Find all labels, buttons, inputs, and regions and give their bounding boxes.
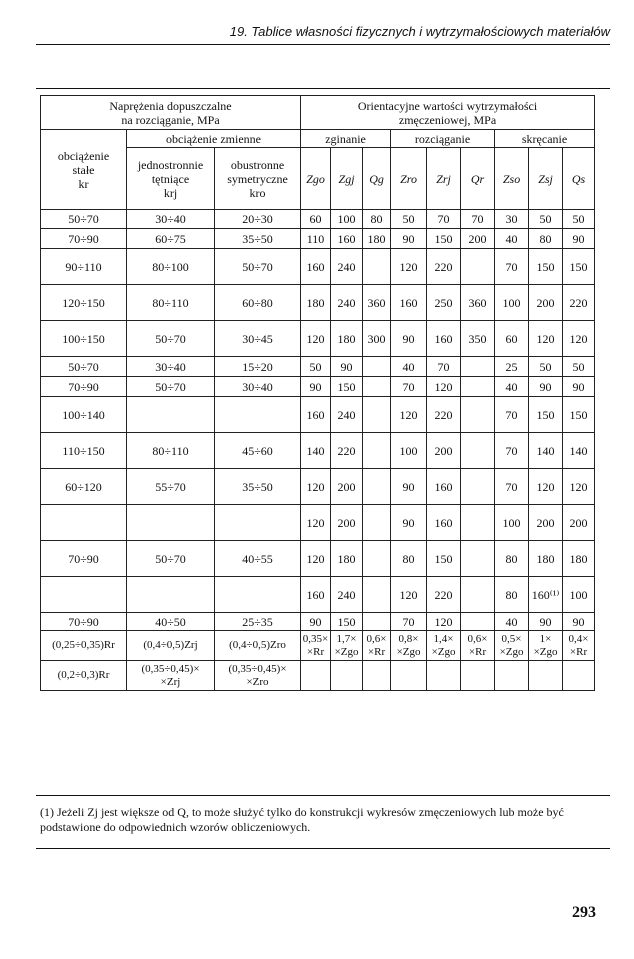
table-cell: 50: [529, 210, 563, 229]
table-cell: [215, 397, 301, 433]
table-cell: [363, 613, 391, 631]
table-cell: 300: [363, 321, 391, 357]
table-cell: 70: [427, 210, 461, 229]
table-cell: 180: [363, 229, 391, 249]
table-cell: 120: [427, 377, 461, 397]
table-cell: 80÷100: [127, 249, 215, 285]
table-cell: 35÷50: [215, 469, 301, 505]
table-cell: 240: [331, 577, 363, 613]
footnote-rule: [36, 795, 610, 796]
table-cell: 100: [331, 210, 363, 229]
table-cell: [41, 577, 127, 613]
table-cell: 90: [563, 229, 595, 249]
table-cell: [461, 433, 495, 469]
table-cell: 220: [563, 285, 595, 321]
formula-cell: [427, 661, 461, 691]
table-cell: [363, 577, 391, 613]
col-header-qg: Qg: [363, 148, 391, 210]
table-cell: 70÷90: [41, 229, 127, 249]
table-cell: [215, 577, 301, 613]
fatigue-strength-table: [40, 95, 594, 691]
table-row: [41, 613, 595, 631]
table-cell: 350: [461, 321, 495, 357]
table-cell: 50: [391, 210, 427, 229]
table-cell: 120: [301, 505, 331, 541]
table-cell: 140: [529, 433, 563, 469]
table-cell: 160: [301, 249, 331, 285]
page-number: 293: [572, 904, 596, 921]
table-cell: 120÷150: [41, 285, 127, 321]
formula-cell: 0,6× ×Rr: [363, 631, 391, 661]
table-cell: [363, 469, 391, 505]
formula-cell: 1,7× ×Zgo: [331, 631, 363, 661]
table-cell: [127, 505, 215, 541]
formula-cell: 0,4× ×Rr: [563, 631, 595, 661]
table-cell: 200: [427, 433, 461, 469]
table-cell: 90: [391, 229, 427, 249]
col-header-zsj: Zsj: [529, 148, 563, 210]
table-cell: [363, 249, 391, 285]
table-cell: 160: [427, 469, 461, 505]
table-cell: 200: [529, 505, 563, 541]
table-cell: 160: [391, 285, 427, 321]
subheader-bending: zginanie: [301, 130, 391, 148]
table-cell: 50÷70: [41, 210, 127, 229]
table-cell: 20÷30: [215, 210, 301, 229]
table-cell: 90: [529, 377, 563, 397]
table-row: [41, 249, 595, 285]
table-cell: 200: [331, 505, 363, 541]
col-header-zgj: Zgj: [331, 148, 363, 210]
table-cell: 40: [495, 613, 529, 631]
table-cell: 70: [495, 433, 529, 469]
running-header: 19. Tablice własności fizycznych i wytrzymałościowych materiałów: [229, 24, 610, 39]
table-cell: [461, 541, 495, 577]
table-cell: [363, 377, 391, 397]
formula-cell: 0,8× ×Zgo: [391, 631, 427, 661]
table-cell: 120: [563, 321, 595, 357]
table-cell: 80÷110: [127, 285, 215, 321]
formula-cell: (0,35÷0,45)× ×Zro: [215, 661, 301, 691]
table-cell: 240: [331, 249, 363, 285]
table-cell: 90: [529, 613, 563, 631]
table-row: [41, 229, 595, 249]
table-row: [41, 541, 595, 577]
table-cell: 50÷70: [41, 357, 127, 377]
table-cell: 30÷40: [127, 210, 215, 229]
table-cell: 40: [495, 229, 529, 249]
table-cell: 45÷60: [215, 433, 301, 469]
table-cell: 150: [529, 249, 563, 285]
table-cell: 140: [563, 433, 595, 469]
table-cell: [461, 249, 495, 285]
table-row: [41, 433, 595, 469]
table-cell: 90: [301, 377, 331, 397]
table-cell: [461, 613, 495, 631]
table-cell: 60÷120: [41, 469, 127, 505]
table-cell: 70: [391, 613, 427, 631]
table-cell: 200: [529, 285, 563, 321]
table-cell: 90: [391, 469, 427, 505]
table-cell: 160: [331, 229, 363, 249]
table-cell: 80: [391, 541, 427, 577]
table-row: [41, 397, 595, 433]
table-cell: 180: [331, 321, 363, 357]
formula-cell: [301, 661, 331, 691]
table-cell: 70÷90: [41, 377, 127, 397]
table-cell: 150: [427, 229, 461, 249]
table-cell: 160: [427, 321, 461, 357]
formula-cell: [495, 661, 529, 691]
table-cell: 50÷70: [127, 377, 215, 397]
footnote: (1) Jeżeli Zj jest większe od Q, to może służyć tylko do konstrukcji wykresów zmęczeniowych lub może być podstawione do odpowiednich wzorów obliczeniowych.: [40, 805, 564, 834]
table-cell: 120: [529, 321, 563, 357]
table-cell: 35÷50: [215, 229, 301, 249]
table-cell: 240: [331, 397, 363, 433]
formula-cell: (0,35÷0,45)× ×Zrj: [127, 661, 215, 691]
table-row: [41, 469, 595, 505]
table-cell: 15÷20: [215, 357, 301, 377]
table-cell: 60: [301, 210, 331, 229]
table-cell: 40÷55: [215, 541, 301, 577]
group-header-allowable-stress: Naprężenia dopuszczalne na rozciąganie, MPa: [41, 96, 301, 130]
table-cell: 160: [427, 505, 461, 541]
table-cell: 240: [331, 285, 363, 321]
group-header-fatigue-strength: Orientacyjne wartości wytrzymałości zmęczeniowej, MPa: [301, 96, 595, 130]
formula-row: [41, 631, 595, 661]
formula-row: [41, 661, 595, 691]
table-cell: 110: [301, 229, 331, 249]
table-cell: 150: [563, 249, 595, 285]
table-cell: 30÷45: [215, 321, 301, 357]
table-cell: 110÷150: [41, 433, 127, 469]
table-cell: 70÷90: [41, 613, 127, 631]
header-rule: [36, 44, 610, 45]
table-cell: 150: [529, 397, 563, 433]
formula-cell: [563, 661, 595, 691]
table-cell: 50÷70: [127, 321, 215, 357]
table-cell: 160: [301, 397, 331, 433]
table-cell: 40÷50: [127, 613, 215, 631]
table-cell: 120: [391, 249, 427, 285]
subheader-varying-load: obciążenie zmienne: [127, 130, 301, 148]
table-cell: 120: [391, 577, 427, 613]
table-cell: 180: [529, 541, 563, 577]
table-cell: 120: [563, 469, 595, 505]
table-cell: 160⁽¹⁾: [529, 577, 563, 613]
table-cell: 50: [563, 210, 595, 229]
table-cell: 150: [331, 377, 363, 397]
formula-cell: (0,4÷0,5)Zrj: [127, 631, 215, 661]
subheader-torsion: skręcanie: [495, 130, 595, 148]
formula-cell: 1× ×Zgo: [529, 631, 563, 661]
table-cell: 360: [461, 285, 495, 321]
table-cell: 70: [495, 469, 529, 505]
table-cell: 100: [563, 577, 595, 613]
table-cell: 50: [529, 357, 563, 377]
table-cell: [363, 397, 391, 433]
col-header-symmetric: obustronne symetryczne kro: [215, 148, 301, 210]
col-header-qr: Qr: [461, 148, 495, 210]
table-cell: 40: [495, 377, 529, 397]
table-row: [41, 210, 595, 229]
col-header-pulsating: jednostronnie tętniące krj: [127, 148, 215, 210]
table-cell: 120: [529, 469, 563, 505]
table-cell: [363, 541, 391, 577]
formula-cell: (0,2÷0,3)Rr: [41, 661, 127, 691]
table-cell: 25÷35: [215, 613, 301, 631]
table-cell: 150: [563, 397, 595, 433]
table-cell: 220: [427, 577, 461, 613]
table-cell: [363, 505, 391, 541]
table-cell: [127, 397, 215, 433]
table-cell: 30÷40: [127, 357, 215, 377]
table-cell: 90: [391, 321, 427, 357]
table-cell: 80: [529, 229, 563, 249]
table-top-rule: [36, 88, 610, 89]
table-cell: 250: [427, 285, 461, 321]
table-cell: 25: [495, 357, 529, 377]
table-cell: [461, 469, 495, 505]
table-cell: 200: [563, 505, 595, 541]
table-cell: 30÷40: [215, 377, 301, 397]
table-cell: 70: [427, 357, 461, 377]
table-cell: [363, 433, 391, 469]
table-cell: 80÷110: [127, 433, 215, 469]
table-cell: 60: [495, 321, 529, 357]
table-cell: [461, 577, 495, 613]
table-row: [41, 505, 595, 541]
table-cell: 180: [563, 541, 595, 577]
table-cell: 120: [391, 397, 427, 433]
table-cell: 90: [301, 613, 331, 631]
table-cell: [461, 505, 495, 541]
table-cell: [215, 505, 301, 541]
table-cell: 360: [363, 285, 391, 321]
table-cell: [363, 357, 391, 377]
table-cell: 55÷70: [127, 469, 215, 505]
formula-cell: [331, 661, 363, 691]
formula-cell: [391, 661, 427, 691]
table-cell: 40: [391, 357, 427, 377]
table-cell: 200: [331, 469, 363, 505]
table-cell: 120: [301, 321, 331, 357]
formula-cell: [529, 661, 563, 691]
subheader-tension: rozciąganie: [391, 130, 495, 148]
table-row: [41, 357, 595, 377]
table-cell: 150: [427, 541, 461, 577]
table-cell: 70: [461, 210, 495, 229]
table-cell: 180: [301, 285, 331, 321]
table-cell: 220: [427, 249, 461, 285]
table-row: [41, 285, 595, 321]
table-cell: [461, 397, 495, 433]
table-cell: [461, 357, 495, 377]
table-cell: 90: [391, 505, 427, 541]
col-header-zrj: Zrj: [427, 148, 461, 210]
table-cell: 200: [461, 229, 495, 249]
table-cell: 140: [301, 433, 331, 469]
table-cell: 60÷80: [215, 285, 301, 321]
table-cell: 100: [495, 285, 529, 321]
table-cell: [127, 577, 215, 613]
table-cell: 50: [563, 357, 595, 377]
table-cell: 100: [391, 433, 427, 469]
table-row: [41, 577, 595, 613]
table-row: [41, 321, 595, 357]
col-header-qs: Qs: [563, 148, 595, 210]
formula-cell: 0,5× ×Zgo: [495, 631, 529, 661]
table-cell: [41, 505, 127, 541]
bottom-rule: [36, 848, 610, 849]
table-cell: 90÷110: [41, 249, 127, 285]
table-cell: 30: [495, 210, 529, 229]
formula-cell: 0,6× ×Rr: [461, 631, 495, 661]
table-cell: 80: [363, 210, 391, 229]
table-cell: 50: [301, 357, 331, 377]
table-cell: 60÷75: [127, 229, 215, 249]
table-cell: 80: [495, 577, 529, 613]
formula-cell: 1,4× ×Zgo: [427, 631, 461, 661]
formula-cell: [461, 661, 495, 691]
table-cell: 100÷150: [41, 321, 127, 357]
table-cell: [461, 377, 495, 397]
col-header-zso: Zso: [495, 148, 529, 210]
formula-cell: (0,4÷0,5)Zro: [215, 631, 301, 661]
table-cell: 50÷70: [215, 249, 301, 285]
col-header-static-load: obciążenie stałe kr: [41, 130, 127, 210]
table-cell: 90: [331, 357, 363, 377]
table-cell: 70: [391, 377, 427, 397]
table-cell: 160: [301, 577, 331, 613]
formula-cell: 0,35× ×Rr: [301, 631, 331, 661]
table-cell: 120: [301, 469, 331, 505]
table-cell: 120: [427, 613, 461, 631]
col-header-zro: Zro: [391, 148, 427, 210]
table-cell: 100÷140: [41, 397, 127, 433]
table-row: [41, 377, 595, 397]
table-cell: 150: [331, 613, 363, 631]
table-cell: 70÷90: [41, 541, 127, 577]
table-cell: 180: [331, 541, 363, 577]
table-cell: 220: [331, 433, 363, 469]
table-cell: 120: [301, 541, 331, 577]
table-cell: 90: [563, 377, 595, 397]
table-cell: 100: [495, 505, 529, 541]
formula-cell: (0,25÷0,35)Rr: [41, 631, 127, 661]
col-header-zgo: Zgo: [301, 148, 331, 210]
table-cell: 80: [495, 541, 529, 577]
table-cell: 70: [495, 397, 529, 433]
table-cell: 50÷70: [127, 541, 215, 577]
table-cell: 220: [427, 397, 461, 433]
table-cell: 90: [563, 613, 595, 631]
formula-cell: [363, 661, 391, 691]
table-cell: 70: [495, 249, 529, 285]
